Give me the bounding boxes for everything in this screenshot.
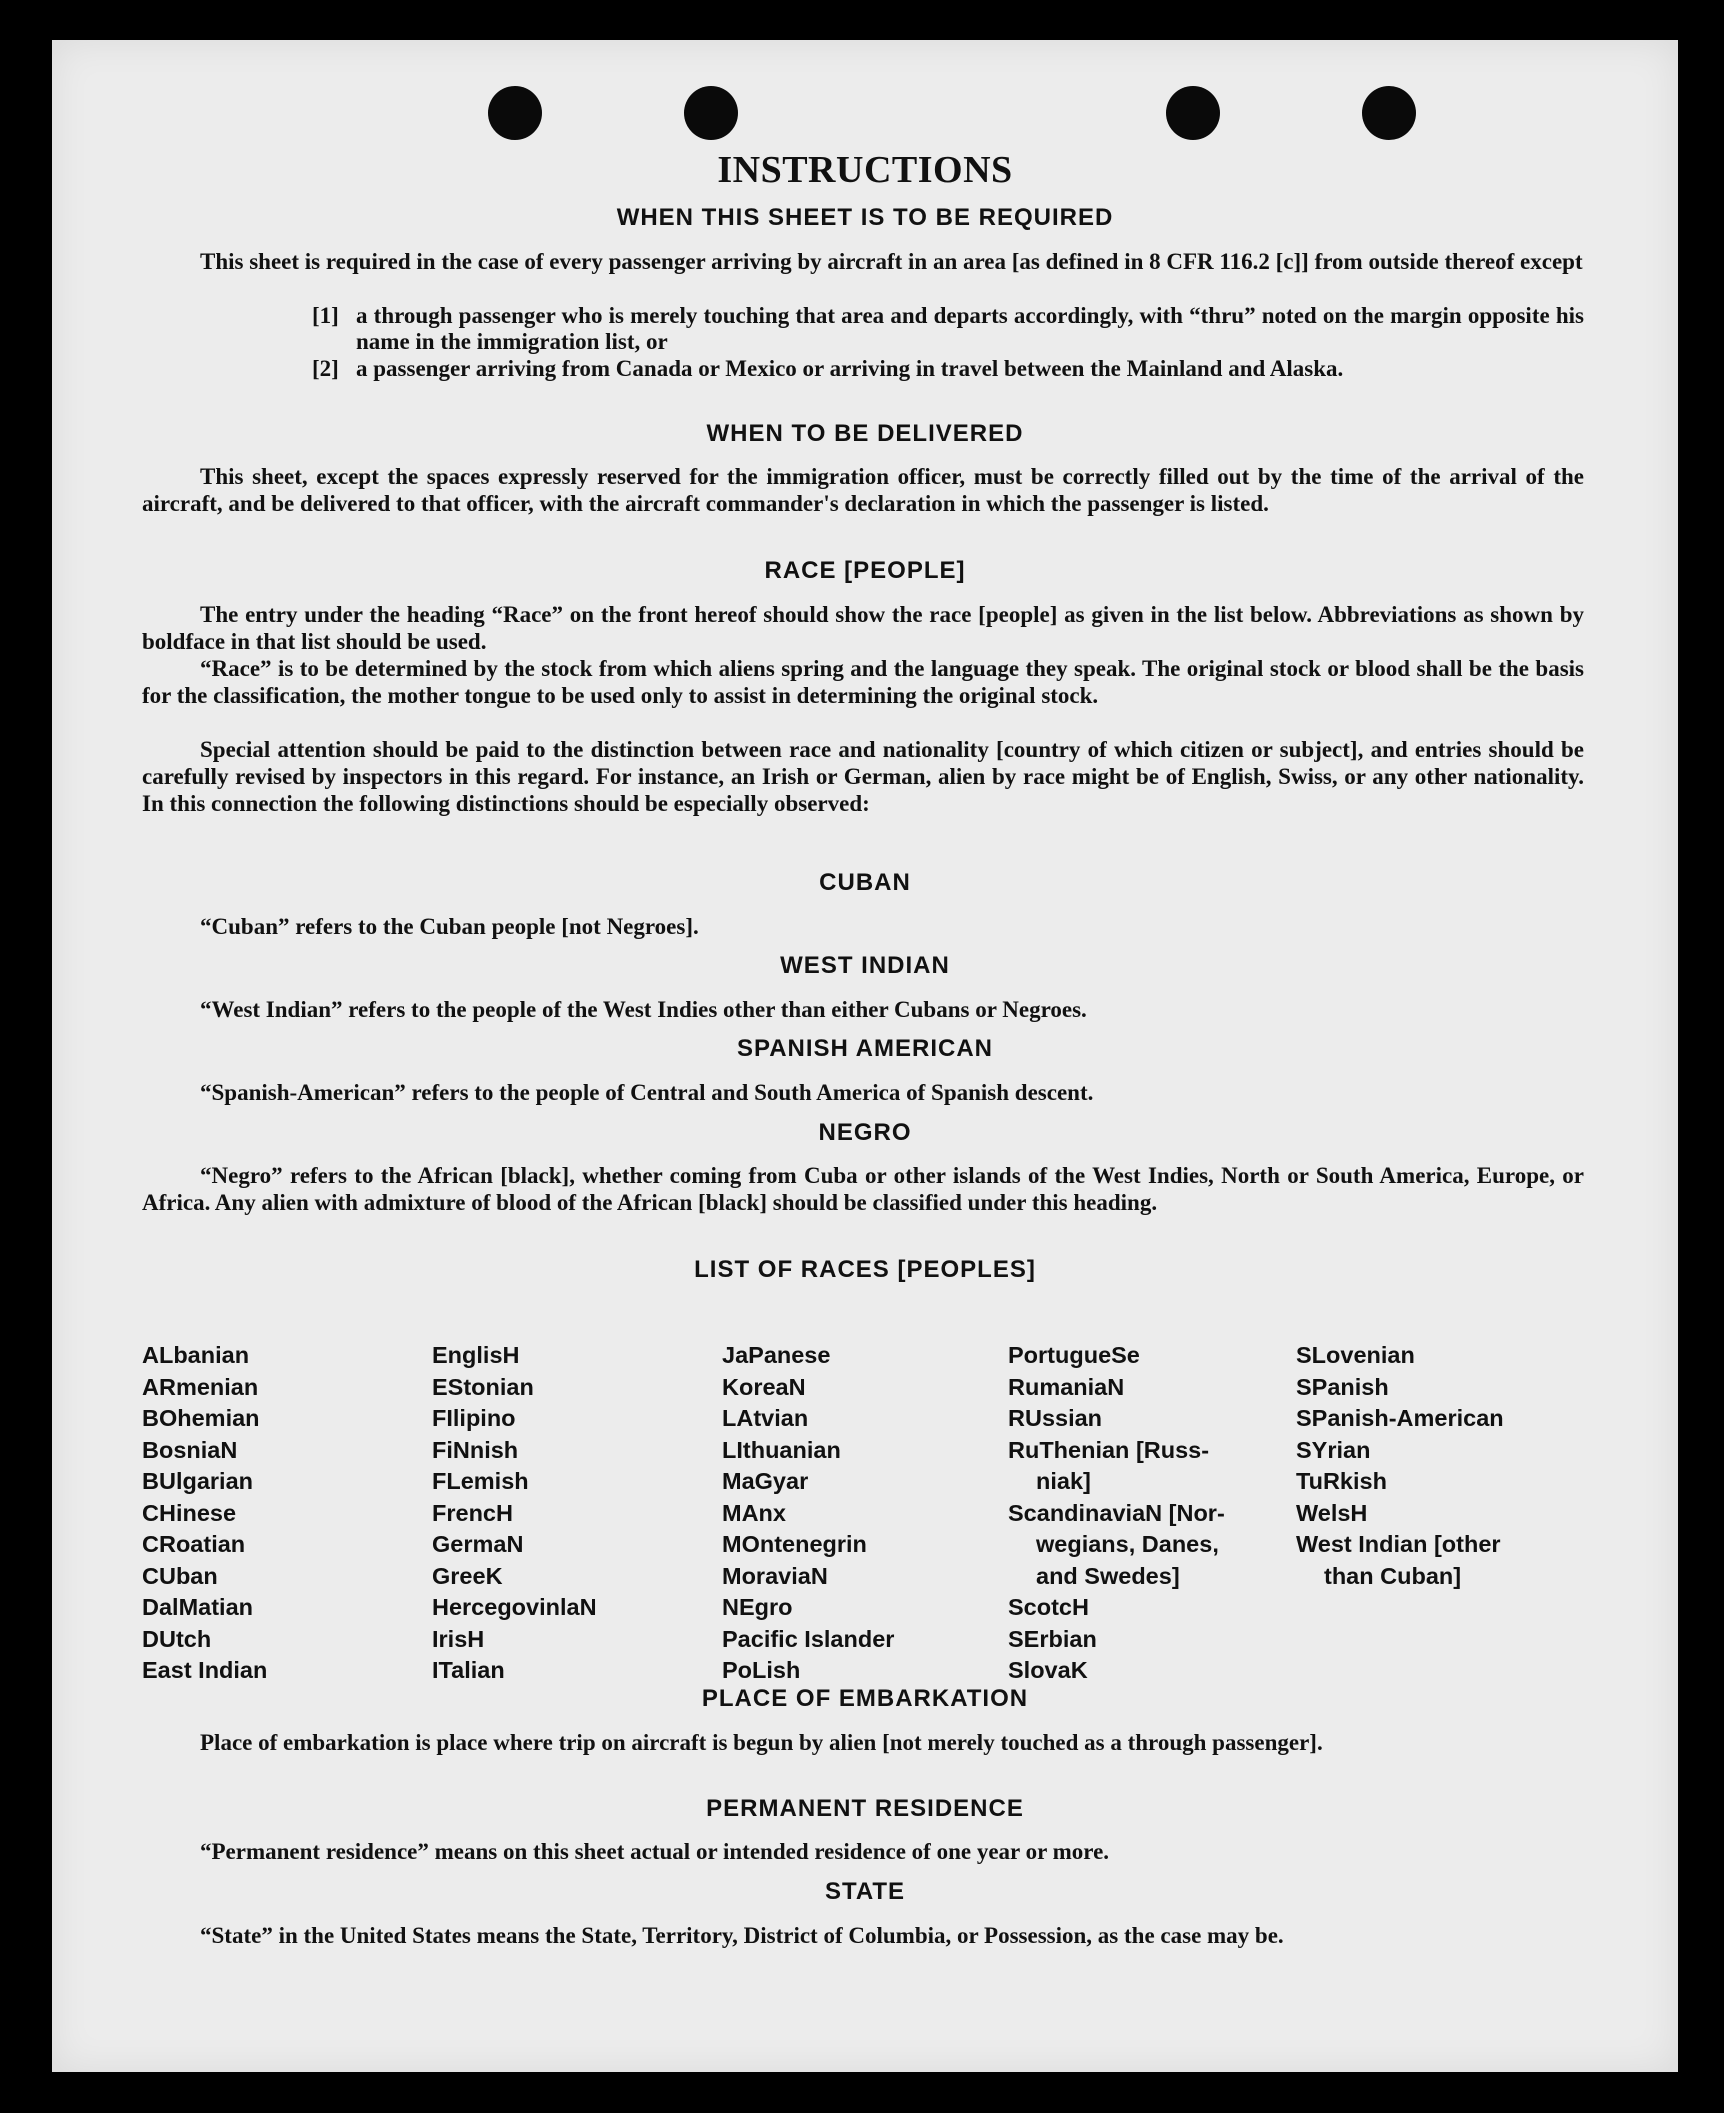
race-paragraph-2: “Race” is to be determined by the stock from which aliens spring and the language they speak. The original stock or blood shall be the basis for the classification, the mother tongue to be used only to assist in determining the original stock.: [142, 656, 1584, 708]
race-entry: DUtch: [142, 1625, 212, 1652]
race-entry: WelsH: [1296, 1499, 1368, 1526]
west-indian-text: “West Indian” refers to the people of the West Indies other than either Cubans or Negroes.: [200, 997, 1087, 1022]
race-entry: FiNnish: [432, 1436, 519, 1463]
race-entry: BUlgarian: [142, 1468, 253, 1494]
spanish-american-text: “Spanish-American” refers to the people of Central and South America of Spanish descent.: [200, 1080, 1094, 1105]
heading-west-indian: WEST INDIAN: [780, 952, 950, 979]
embarkation-text: Place of embarkation is place where trip on aircraft is begun by alien [not merely touched as a through passenger].: [200, 1730, 1323, 1755]
race-entry: SPanish: [1296, 1373, 1389, 1400]
document-sheet: [52, 40, 1678, 2072]
punch-hole: [1166, 86, 1220, 140]
race-paragraph-3: Special attention should be paid to the distinction between race and nationality [country of which citizen or subject], and entries should be carefully revised by inspectors in this regard. For instance, an Irish or German, alien by race might be of English, Swiss, or any other nationality. In this connection the following distinctions should be especially observed:: [142, 737, 1584, 816]
when-required-intro: This sheet is required in the case of every passenger arriving by aircraft in an area [as defined in 8 CFR 116.2 [c]] from outside thereof except: [200, 249, 1583, 274]
race-entry: SYrian: [1296, 1436, 1371, 1463]
item-number: [1]: [312, 303, 339, 328]
heading-when-required: WHEN THIS SHEET IS TO BE REQUIRED: [616, 204, 1114, 231]
heading-permanent-residence: PERMANENT RESIDENCE: [706, 1795, 1024, 1822]
race-entry-continued: than Cuban]: [1324, 1562, 1462, 1589]
race-list-column-1: [142, 1340, 267, 1687]
punch-hole: [1362, 86, 1416, 140]
race-entry: FrencH: [432, 1499, 513, 1526]
race-entry: SErbian: [1008, 1625, 1097, 1652]
exception-item-2: [142, 356, 1584, 382]
race-entry: CHinese: [142, 1499, 237, 1526]
item-text: a passenger arriving from Canada or Mexico or arriving in travel between the Mainland and Alaska.: [356, 356, 1344, 381]
race-entry: KoreaN: [722, 1373, 806, 1400]
race-entry: SLovenian: [1296, 1342, 1415, 1368]
race-entry: RUssian: [1008, 1405, 1103, 1431]
race-entry: GreeK: [432, 1562, 503, 1589]
race-entry: EnglisH: [432, 1342, 520, 1368]
when-delivered-text: This sheet, except the spaces expressly reserved for the immigration officer, must be correctly filled out by the time of the arrival of the aircraft, and be delivered to that officer, with the aircraft commander's declaration in which the passenger is listed.: [142, 464, 1584, 516]
race-entry: Pacific Islander: [722, 1625, 895, 1652]
race-entry: SPanish-American: [1296, 1405, 1504, 1431]
heading-cuban: CUBAN: [819, 869, 911, 896]
race-entry: ITalian: [432, 1657, 505, 1683]
race-entry: FIlipino: [432, 1405, 516, 1431]
race-entry: MaGyar: [722, 1468, 809, 1494]
state-text: “State” in the United States means the State, Territory, District of Columbia, or Possession, as the case may be.: [200, 1923, 1284, 1948]
race-entry: RumaniaN: [1008, 1373, 1125, 1400]
race-entry: LAtvian: [722, 1405, 809, 1431]
race-entry: FLemish: [432, 1468, 529, 1494]
race-entry: MOntenegrin: [722, 1531, 867, 1557]
race-entry: SlovaK: [1008, 1657, 1088, 1683]
heading-race: RACE [PEOPLE]: [764, 557, 966, 584]
page-title: INSTRUCTIONS: [717, 149, 1013, 191]
heading-spanish-american: SPANISH AMERICAN: [736, 1035, 993, 1062]
race-list-column-4: [1008, 1340, 1225, 1687]
race-entry: HercegovinlaN: [432, 1594, 597, 1620]
race-entry: ALbanian: [142, 1342, 250, 1368]
race-entry: MAnx: [722, 1499, 786, 1526]
race-entry: ScotcH: [1008, 1594, 1089, 1620]
heading-when-delivered: WHEN TO BE DELIVERED: [706, 420, 1024, 447]
heading-place-of-embarkation: PLACE OF EMBARKATION: [701, 1685, 1029, 1712]
race-entry: DalMatian: [142, 1594, 253, 1620]
item-number: [2]: [312, 356, 339, 381]
cuban-text: “Cuban” refers to the Cuban people [not Negroes].: [200, 914, 699, 939]
negro-text: “Negro” refers to the African [black], whether coming from Cuba or other islands of the West Indies, North or South America, Europe, or Africa. Any alien with admixture of blood of the African [black] should be classified under this heading.: [142, 1163, 1584, 1215]
exception-item-1: [142, 303, 1584, 355]
race-entry: ARmenian: [142, 1373, 259, 1400]
race-entry: TuRkish: [1296, 1468, 1387, 1494]
heading-negro: NEGRO: [818, 1119, 912, 1146]
residence-text: “Permanent residence” means on this sheet actual or intended residence of one year or more.: [200, 1839, 1110, 1864]
race-entry: JaPanese: [722, 1342, 831, 1368]
race-entry: ScandinaviaN [Nor-: [1008, 1499, 1225, 1526]
race-entry: PoLish: [722, 1657, 801, 1683]
heading-state: STATE: [824, 1878, 906, 1905]
race-entry: IrisH: [432, 1625, 485, 1652]
race-entry: GermaN: [432, 1531, 524, 1557]
race-list-column-5: [1296, 1340, 1504, 1592]
item-text: a through passenger who is merely touching that area and departs accordingly, with “thru” noted on the margin opposite his name in the immigration list, or: [356, 303, 1584, 354]
race-entry: BOhemian: [142, 1405, 260, 1431]
race-entry-continued: niak]: [1036, 1468, 1091, 1494]
race-entry: MoraviaN: [722, 1562, 828, 1589]
race-entry: East Indian: [142, 1657, 268, 1683]
race-entry: West Indian [other: [1296, 1531, 1501, 1557]
race-list-column-2: [432, 1340, 597, 1687]
race-entry-continued: and Swedes]: [1036, 1562, 1180, 1589]
race-list-column-3: [722, 1340, 894, 1687]
race-entry-continued: wegians, Danes,: [1036, 1531, 1219, 1557]
race-entry: PortugueSe: [1008, 1342, 1140, 1368]
race-entry: BosniaN: [142, 1436, 238, 1463]
punch-hole: [488, 86, 542, 140]
race-paragraph-1: The entry under the heading “Race” on the front hereof should show the race [people] as given in the list below. Abbreviations as shown by boldface in that list should be used.: [142, 602, 1584, 654]
punch-hole: [684, 86, 738, 140]
race-entry: NEgro: [722, 1594, 793, 1620]
race-entry: CUban: [142, 1562, 218, 1589]
heading-list-of-races: LIST OF RACES [PEOPLES]: [694, 1256, 1036, 1283]
race-entry: LIthuanian: [722, 1436, 841, 1463]
race-entry: RuThenian [Russ-: [1008, 1436, 1210, 1463]
race-entry: EStonian: [432, 1373, 534, 1400]
race-entry: CRoatian: [142, 1531, 246, 1557]
